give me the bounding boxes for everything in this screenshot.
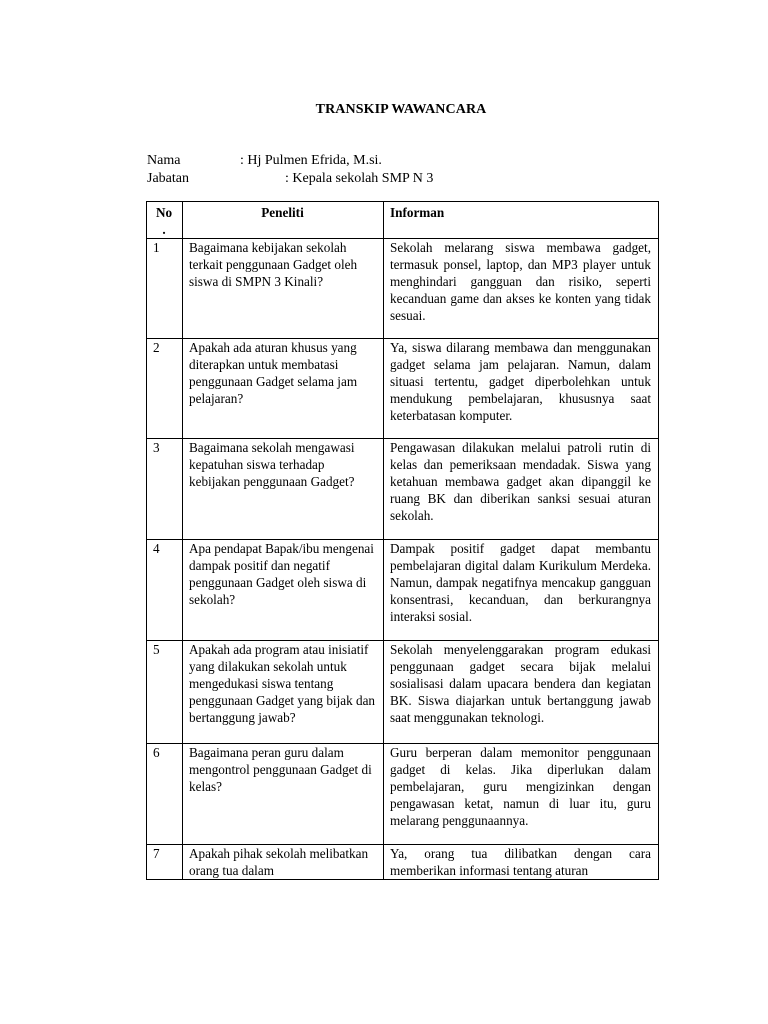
row-question: Apakah ada aturan khusus yang diterapkan untuk membatasi penggunaan Gadget selama jam pelajaran? [183,339,384,439]
row-number: 7 [147,845,183,880]
row-answer: Sekolah melarang siswa membawa gadget, termasuk ponsel, laptop, dan MP3 player untuk menghindari gangguan dan risiko, seperti kecanduan game dan akses ke konten yang tidak sesuai. [384,239,659,339]
row-answer: Guru berperan dalam memonitor penggunaan gadget di kelas. Jika diperlukan dalam pembelajaran, guru mengizinkan dengan pengawasan ketat, namun di luar itu, guru melarang penggunaannya. [384,744,659,845]
document-title: TRANSKIP WAWANCARA [315,102,487,117]
jabatan-value: : Kepala sekolah SMP N 3 [285,171,434,186]
header-no: No . [147,202,183,239]
row-answer: Dampak positif gadget dapat membantu pembelajaran digital dalam Kurikulum Merdeka. Namun, dampak negatifnya mencakup gangguan konsentrasi, kecanduan, dan berkurangnya interaksi sosial. [384,540,659,641]
nama-label: Nama [147,153,181,168]
table-row [147,540,659,641]
header-informan: Informan [384,202,659,239]
interview-table [146,201,659,880]
row-number: 3 [147,439,183,540]
row-answer: Ya, orang tua dilibatkan dengan cara memberikan informasi tentang aturan [384,845,659,880]
row-answer: Pengawasan dilakukan melalui patroli rutin di kelas dan pemeriksaan mendadak. Siswa yang ketahuan membawa gadget akan dipanggil ke ruang BK dan diberikan sanksi sesuai aturan sekolah. [384,439,659,540]
row-question: Bagaimana peran guru dalam mengontrol penggunaan Gadget di kelas? [183,744,384,845]
nama-value: : Hj Pulmen Efrida, M.si. [240,153,382,168]
table-row [147,641,659,744]
row-number: 6 [147,744,183,845]
row-number: 5 [147,641,183,744]
row-question: Bagaimana sekolah mengawasi kepatuhan siswa terhadap kebijakan penggunaan Gadget? [183,439,384,540]
row-number: 2 [147,339,183,439]
table-header-row [147,202,659,239]
table-row [147,439,659,540]
row-question: Apa pendapat Bapak/ibu mengenai dampak positif dan negatif penggunaan Gadget oleh siswa di sekolah? [183,540,384,641]
row-answer: Ya, siswa dilarang membawa dan menggunakan gadget selama jam pelajaran. Namun, dalam situasi tertentu, gadget diperbolehkan untuk mendukung pembelajaran, khususnya saat keterbatasan komputer. [384,339,659,439]
row-number: 1 [147,239,183,339]
row-answer: Sekolah menyelenggarakan program edukasi penggunaan gadget secara bijak melalui sosialisasi dalam upacara bendera dan kegiatan BK. Siswa diajarkan untuk bertanggung jawab saat menggunakan teknologi. [384,641,659,744]
row-question: Apakah ada program atau inisiatif yang dilakukan sekolah untuk mengedukasi siswa tentang penggunaan Gadget yang bijak dan bertanggung jawab? [183,641,384,744]
jabatan-label: Jabatan [147,171,189,186]
table-row [147,744,659,845]
row-question: Bagaimana kebijakan sekolah terkait penggunaan Gadget oleh siswa di SMPN 3 Kinali? [183,239,384,339]
table-row [147,339,659,439]
row-question: Apakah pihak sekolah melibatkan orang tua dalam [183,845,384,880]
table-row [147,239,659,339]
header-peneliti: Peneliti [183,202,384,239]
table-row [147,845,659,880]
row-number: 4 [147,540,183,641]
